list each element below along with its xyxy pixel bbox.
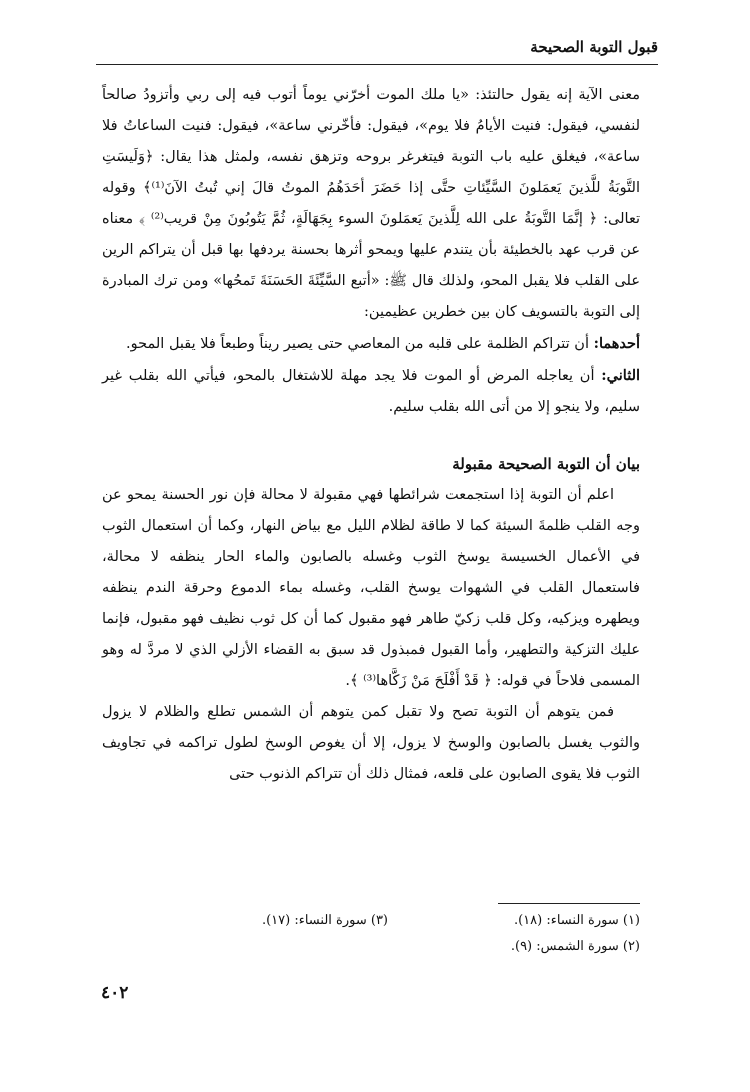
footnote-2: (٢) سورة الشمس: (٩). [510,939,640,954]
header-divider [96,64,658,65]
point-second [102,360,640,423]
paragraph-misconception: فمن يتوهم أن التوبة تصح ولا تقبل كمن يتوهم أن الشمس تطلع والظلام لا يزول والثوب يغسل بالصابون والوسخ لا يزول، إلا أن يغوص الوسخ لطول تراكمه في تجاويف الثوب فلا يقوى الصابون على قلعه، فمثال ذلك أن تتراكم الذنوب حتى [102,704,640,782]
point-first-text: أن تتراكم الظلمة على قلبه من المعاصي حتى يصير ريناً وطبعاً فلا يقبل المحو. [126,336,589,352]
section-heading: بيان أن التوبة الصحيحة مقبولة [452,455,640,473]
footnotes-left-column [262,908,388,934]
page-number: ٤٠٢ [101,983,129,1003]
running-header-title: قبول التوبة الصحيحة [530,38,658,56]
point-second-label: الثاني: [601,367,641,384]
footnotes-right-column [511,908,640,960]
point-first [102,328,640,360]
footnote-divider [498,903,640,904]
paragraph-acceptance: اعلم أن التوبة إذا استجمعت شرائطها فهي مقبولة لا محالة فإن نور الحسنة يمحو عن وجه القلب ظلمةَ السيئة كما لا طاقة لظلام الليل مع بياض النهار، وكما أن استعمال الثوب في الأعمال الخسيسة يوسخ الثوب وغسله بالصابون والماء الحار ينظفه لا محالة، فاستعمال القلب في الشهوات يوسخ القلب، وغسله بماء الدموع وحرقة الندم ينظفه ويطهره ويزكيه، وكل قلب زكيّ طاهر فهو مقبول كما أن كل ثوب نظيف فهو مقبول، فإنما عليك التزكية والتطهير، وأما القبول فمبذول قد سبق به القضاء الأزلي الذي لا مردَّ له وهو المسمى فلاحاً في قوله: ﴿ قَدْ أَفْلَحَ مَنْ زَكَّاها⁽³⁾ ﴾. [102,487,640,689]
point-second-text: أن يعاجله المرض أو الموت فلا يجد مهلة للاشتغال بالمحو، فيأتي الله بقلب غير سليم، ولا ينجو إلا من أتى الله بقلب سليم. [102,368,640,415]
point-first-label: أحدهما: [593,335,640,352]
main-text [102,80,640,790]
paragraph-verse-commentary: معنى الآية إنه يقول حالتئذ: «يا ملك الموت أخرّني يوماً أتوب فيه إلى ربي وأتزودُ صالحاً لنفسي، فيقول: فنيت الأيامُ فلا يوم»، فيقول: فأخّرني ساعة»، فيقول: فنيت الساعاتُ فلا ساعة»، فيغلق عليه باب التوبة فيتغرغر بروحه وتزهق نفسه، ولمثل هذا يقال: ﴿وَلَيسَتِ التَّوبَةُ للَّذينَ يَعمَلونَ السَّيِّئاتِ حتَّى إذا حَضَرَ أحَدَهُمُ الموتُ قالَ إني تُبتُ الآنَ⁽¹⁾﴾ وقوله تعالى: ﴿ إنَّمَا التَّوبَةُ على الله لِلَّذينَ يَعمَلونَ السوء بِجَهَالَةٍ، ثُمَّ يَتُوبُونَ مِنْ قريب⁽²⁾ ﴾ معناه عن قرب عهد بالخطيئة بأن يتندم عليها ويمحو أثرها بحسنة يردفها بها قبل أن يتراكم الرين على القلب فلا يقبل المحو، ولذلك قال ﷺ: «أتبع السَّيِّئَةَ الحَسَنَةَ تَمحُها» ومن ترك المبادرة إلى التوبة بالتسويف كان بين خطرين عظيمين: [102,87,640,320]
footnote-1: (١) سورة النساء: (١٨). [513,913,640,928]
footnote-3: (٣) سورة النساء: (١٧). [261,913,388,928]
